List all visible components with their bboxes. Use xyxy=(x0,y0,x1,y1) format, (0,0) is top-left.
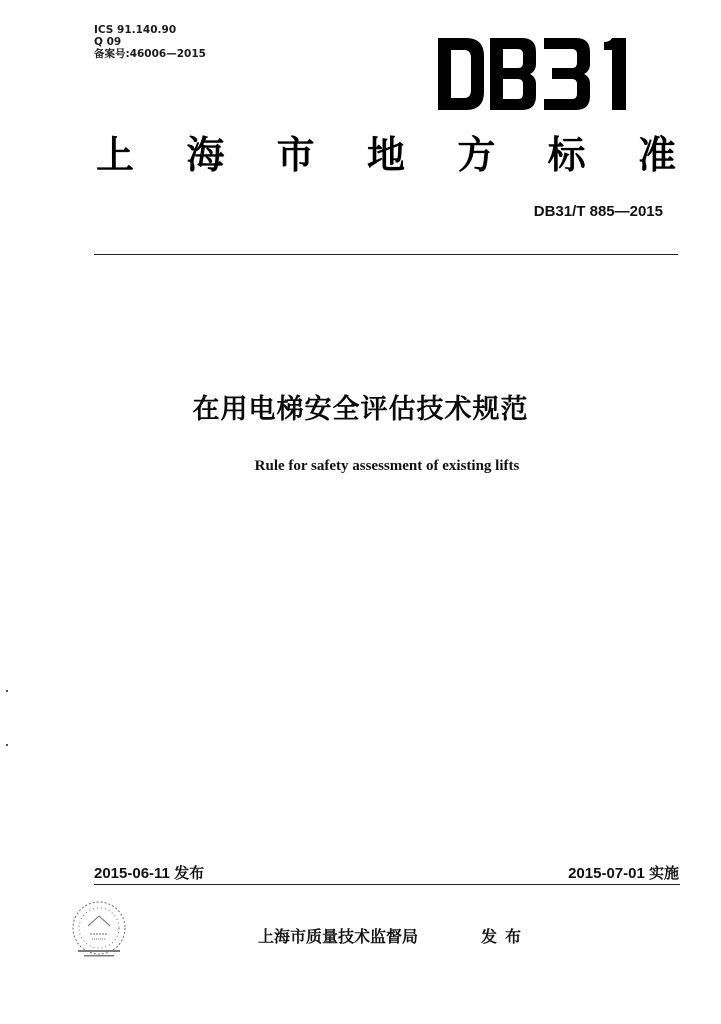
bottom-divider xyxy=(94,884,680,885)
standard-type-heading xyxy=(96,130,676,180)
header-meta xyxy=(94,24,206,60)
standard-type-char: 上 xyxy=(96,133,135,177)
standard-type-char: 地 xyxy=(366,133,405,177)
standard-number: DB31/T 885—2015 xyxy=(533,203,663,220)
scan-speck xyxy=(6,744,8,746)
db31-logo xyxy=(438,38,636,110)
standard-type-char: 准 xyxy=(637,133,676,177)
standard-type-char: 海 xyxy=(186,133,225,177)
filing-number: 备案号:46006—2015 xyxy=(94,48,206,60)
seal-stamp-icon xyxy=(66,898,132,962)
classification-code: Q 09 xyxy=(94,36,122,48)
publisher-name: 上海市质量技术监督局 xyxy=(258,927,419,946)
implementation-date: 2015-07-01 实施 xyxy=(568,865,679,882)
published-label: 发布 xyxy=(481,927,530,946)
issue-date: 2015-06-11 发布 xyxy=(94,865,205,882)
english-title: Rule for safety assessment of existing lifts xyxy=(254,458,520,474)
standard-type-char: 市 xyxy=(276,133,315,177)
standard-type-char: 标 xyxy=(547,133,586,177)
ics-code: ICS 91.140.90 xyxy=(94,24,177,36)
top-divider xyxy=(94,254,678,255)
chinese-title: 在用电梯安全评估技术规范 xyxy=(192,394,529,425)
scan-speck xyxy=(6,690,8,692)
standard-type-char: 方 xyxy=(457,133,496,177)
